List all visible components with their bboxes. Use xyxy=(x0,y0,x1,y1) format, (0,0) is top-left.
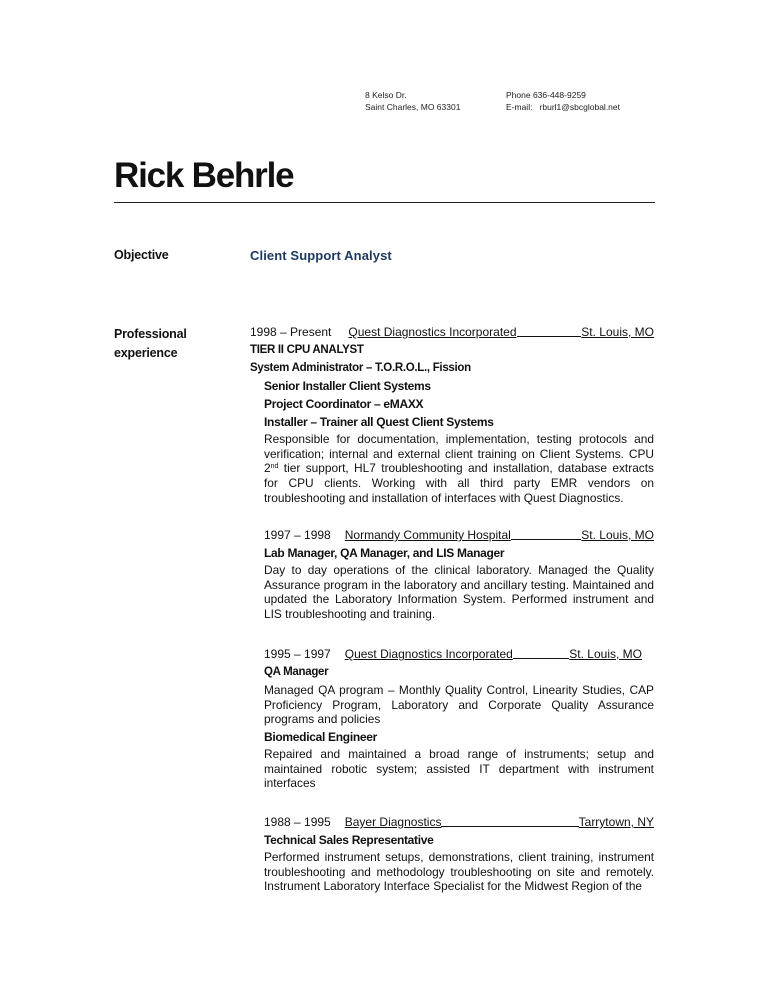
job-years: 1997 – 1998 xyxy=(264,528,331,542)
email-line xyxy=(506,101,620,113)
job-company: Normandy Community Hospital xyxy=(344,528,511,542)
job-header-rule xyxy=(511,528,582,540)
contact-info xyxy=(506,89,620,113)
address-block xyxy=(365,89,460,113)
objective-label: Objective xyxy=(114,248,169,262)
job-company: Quest Diagnostics Incorporated xyxy=(344,647,513,661)
objective-text: Client Support Analyst xyxy=(250,248,392,263)
job-header-2 xyxy=(264,528,654,542)
job-description: Performed instrument setups, demonstrations, client training, instrument troubleshooting and methodology troubleshooting on site and remotely. Instrument Laboratory Interface Specialist for the Midwest Region of the xyxy=(264,850,654,894)
job-years: 1998 – Present xyxy=(250,325,332,339)
job-title: Technical Sales Representative xyxy=(264,833,434,847)
address-line1: 8 Kelso Dr. xyxy=(365,90,407,100)
email-address: rburl1@sbcglobal.net xyxy=(539,102,620,112)
job-title: TIER II CPU ANALYST xyxy=(250,344,364,356)
candidate-name: Rick Behrle xyxy=(114,156,294,195)
job-description-part1: Responsible for documentation, implementation, testing protocols and verification; internal and external client training on Client Systems. CPU 2 xyxy=(264,432,654,476)
job-description: Repaired and maintained a broad range of instruments; setup and maintained robotic system; assisted IT department with instrument interfaces xyxy=(264,747,654,791)
job-title: Senior Installer Client Systems xyxy=(264,379,431,393)
experience-label xyxy=(114,325,187,363)
job-header-4 xyxy=(264,815,654,829)
ordinal-suffix: nd xyxy=(270,463,279,471)
job-title: System Administrator – T.O.R.O.L., Fission xyxy=(250,362,471,374)
job-title: Biomedical Engineer xyxy=(264,730,377,744)
job-description: Day to day operations of the clinical laboratory. Managed the Quality Assurance program in the laboratory and ancillary testing. Maintained and updated the Laboratory Information System. Performed instrument and LIS troubleshooting and training. xyxy=(264,563,654,622)
job-header-rule xyxy=(517,325,582,337)
phone-number: Phone 636-448-9259 xyxy=(506,90,586,100)
job-title: Installer – Trainer all Quest Client Systems xyxy=(264,415,494,429)
job-description xyxy=(264,432,654,506)
job-years: 1988 – 1995 xyxy=(264,815,331,829)
job-title: Lab Manager, QA Manager, and LIS Manager xyxy=(264,546,505,560)
job-title: Project Coordinator – eMAXX xyxy=(264,397,424,411)
job-header-rule xyxy=(441,815,578,827)
job-location: St. Louis, MO xyxy=(569,647,642,661)
job-description: Managed QA program – Monthly Quality Control, Linearity Studies, CAP Proficiency Program, Laboratory and Corporate Quality Assurance programs and policies xyxy=(264,683,654,727)
job-years: 1995 – 1997 xyxy=(264,647,331,661)
job-location: Tarrytown, NY xyxy=(578,815,654,829)
address-line2: Saint Charles, MO 63301 xyxy=(365,102,461,112)
job-description-part2: tier support, HL7 troubleshooting and installation, database extracts for CPU clients. Working with all third party EMR vendors on troubleshooting and installation of interfaces with Quest Diagnostics. xyxy=(264,461,654,505)
job-location: St. Louis, MO xyxy=(581,325,654,339)
job-header-1 xyxy=(250,325,654,339)
experience-label-line1: Professional xyxy=(114,327,187,341)
job-title: QA Manager xyxy=(264,666,329,678)
job-header-rule xyxy=(513,647,569,659)
job-company: Quest Diagnostics Incorporated xyxy=(348,325,517,339)
experience-label-line2: experience xyxy=(114,346,178,360)
job-location: St. Louis, MO xyxy=(581,528,654,542)
email-label: E-mail: xyxy=(506,102,533,112)
job-company: Bayer Diagnostics xyxy=(344,815,442,829)
header-divider xyxy=(114,202,655,203)
job-header-3 xyxy=(264,647,642,661)
